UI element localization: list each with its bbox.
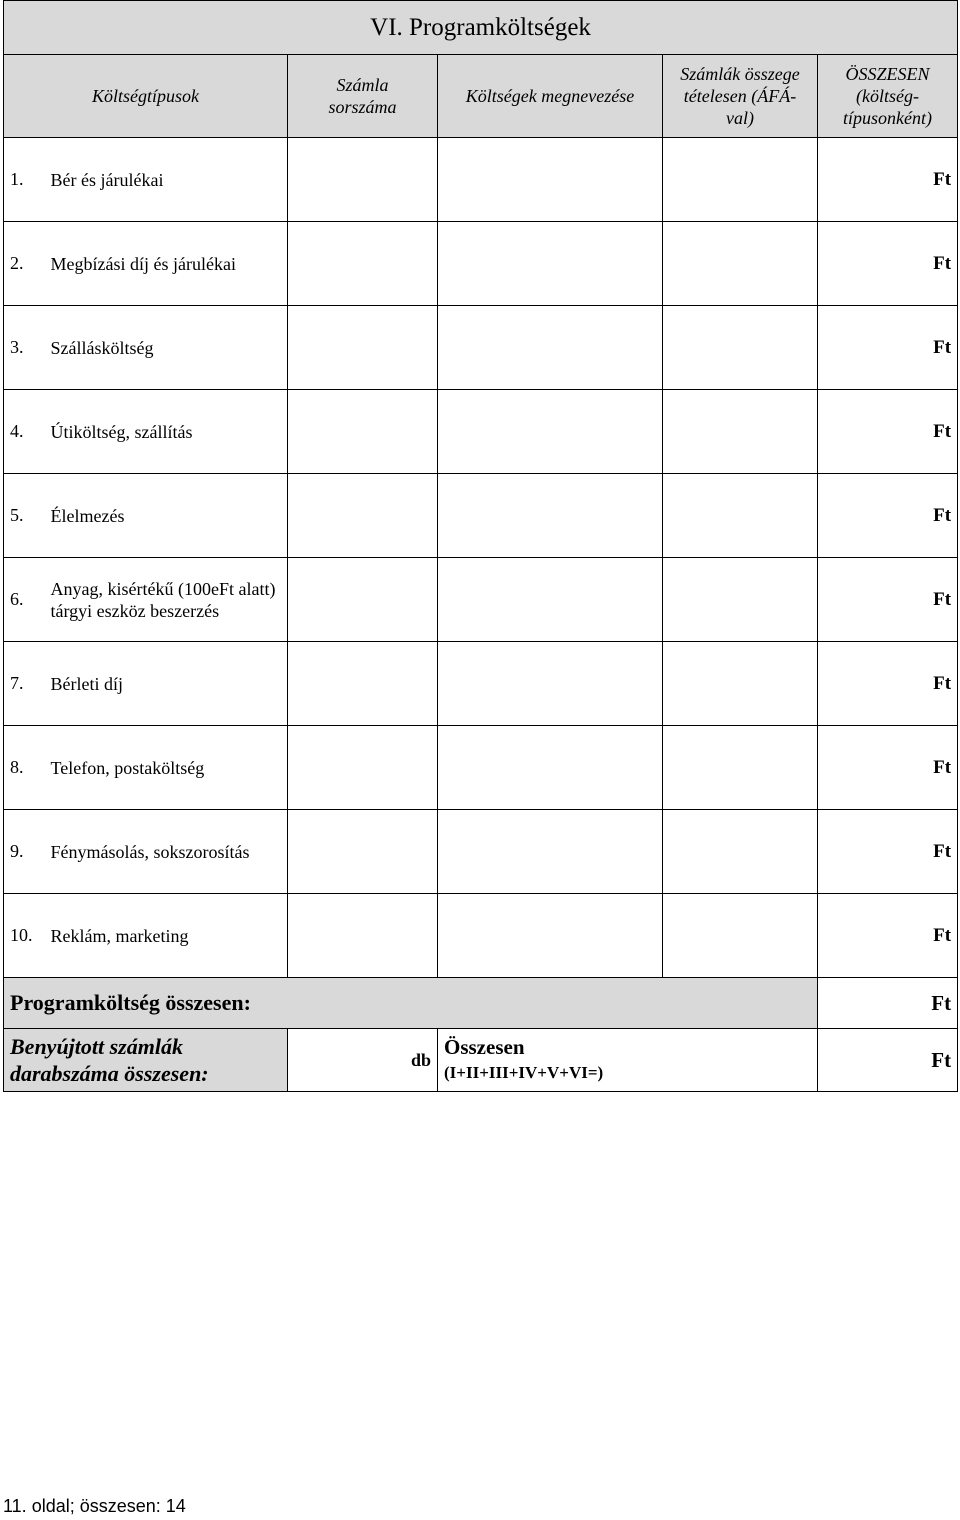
invoice-count-cell[interactable]: db [288,1029,438,1092]
invoice-amount-cell[interactable] [663,222,818,306]
item-total-cell[interactable]: Ft [818,642,958,726]
item-number: 3. [4,306,46,390]
item-total-cell[interactable]: Ft [818,726,958,810]
item-total-cell[interactable]: Ft [818,810,958,894]
item-total-cell[interactable]: Ft [818,894,958,978]
item-name: Élelmezés [46,474,288,558]
item-number: 6. [4,558,46,642]
cost-name-cell[interactable] [438,138,663,222]
invoice-number-cell[interactable] [288,642,438,726]
header-invoice-amount: Számlák összege tételesen (ÁFÁ-val) [663,55,818,138]
invoice-amount-cell[interactable] [663,642,818,726]
item-total-cell[interactable]: Ft [818,222,958,306]
invoice-number-cell[interactable] [288,558,438,642]
item-number: 7. [4,642,46,726]
grand-total-label [438,1029,818,1092]
invoice-number-cell[interactable] [288,894,438,978]
cost-item-row [4,138,958,222]
cost-item-row [4,474,958,558]
invoice-number-cell[interactable] [288,810,438,894]
summary-total-cell[interactable]: Ft [818,978,958,1029]
item-number: 9. [4,810,46,894]
item-name: Anyag, kisértékű (100eFt alatt) tárgyi eszköz beszerzés [46,558,288,642]
cost-name-cell[interactable] [438,222,663,306]
cost-item-row [4,810,958,894]
cost-name-cell[interactable] [438,306,663,390]
cost-name-cell[interactable] [438,558,663,642]
invoice-amount-cell[interactable] [663,474,818,558]
invoice-amount-cell[interactable] [663,138,818,222]
cost-item-row [4,222,958,306]
item-number: 10. [4,894,46,978]
cost-name-cell[interactable] [438,726,663,810]
item-name: Telefon, postaköltség [46,726,288,810]
item-number: 4. [4,390,46,474]
item-total-cell[interactable]: Ft [818,474,958,558]
item-total-cell[interactable]: Ft [818,306,958,390]
invoice-count-label: Benyújtott számlák darabszáma összesen: [4,1029,288,1092]
cost-name-cell[interactable] [438,474,663,558]
item-number: 1. [4,138,46,222]
invoice-number-cell[interactable] [288,474,438,558]
cost-item-row [4,558,958,642]
item-number: 2. [4,222,46,306]
summary-row [4,978,958,1029]
cost-item-row [4,726,958,810]
header-invoice-number: Számla sorszáma [288,55,438,138]
grand-total-cell[interactable]: Ft [818,1029,958,1092]
item-name: Fénymásolás, sokszorosítás [46,810,288,894]
item-name: Reklám, marketing [46,894,288,978]
invoice-amount-cell[interactable] [663,558,818,642]
invoice-amount-cell[interactable] [663,894,818,978]
header-cost-types: Költségtípusok [4,55,288,138]
invoice-number-cell[interactable] [288,138,438,222]
summary-label: Programköltség összesen: [4,978,818,1029]
program-costs-table [3,0,958,1092]
invoice-amount-cell[interactable] [663,726,818,810]
item-number: 5. [4,474,46,558]
item-name: Bér és járulékai [46,138,288,222]
item-name: Szállásköltség [46,306,288,390]
cost-item-row [4,306,958,390]
header-cost-name: Költségek megnevezése [438,55,663,138]
item-name: Megbízási díj és járulékai [46,222,288,306]
invoice-amount-cell[interactable] [663,810,818,894]
grand-total-title: Összesen [444,1035,525,1059]
invoice-number-cell[interactable] [288,222,438,306]
page-footer: 11. oldal; összesen: 14 [3,1496,186,1516]
cost-name-cell[interactable] [438,894,663,978]
cost-name-cell[interactable] [438,810,663,894]
cost-item-row [4,390,958,474]
item-name: Bérleti díj [46,642,288,726]
item-number: 8. [4,726,46,810]
grand-total-formula: (I+II+III+IV+V+VI=) [444,1063,604,1082]
cost-name-cell[interactable] [438,390,663,474]
item-total-cell[interactable]: Ft [818,390,958,474]
cost-item-row [4,642,958,726]
section-title: VI. Programköltségek [4,1,958,55]
invoice-number-cell[interactable] [288,306,438,390]
invoice-amount-cell[interactable] [663,306,818,390]
cost-name-cell[interactable] [438,642,663,726]
invoice-count-row [4,1029,958,1092]
header-total: ÖSSZESEN (költség-típusonként) [818,55,958,138]
item-total-cell[interactable]: Ft [818,138,958,222]
item-name: Útiköltség, szállítás [46,390,288,474]
invoice-number-cell[interactable] [288,390,438,474]
invoice-number-cell[interactable] [288,726,438,810]
cost-item-row [4,894,958,978]
item-total-cell[interactable]: Ft [818,558,958,642]
invoice-amount-cell[interactable] [663,390,818,474]
